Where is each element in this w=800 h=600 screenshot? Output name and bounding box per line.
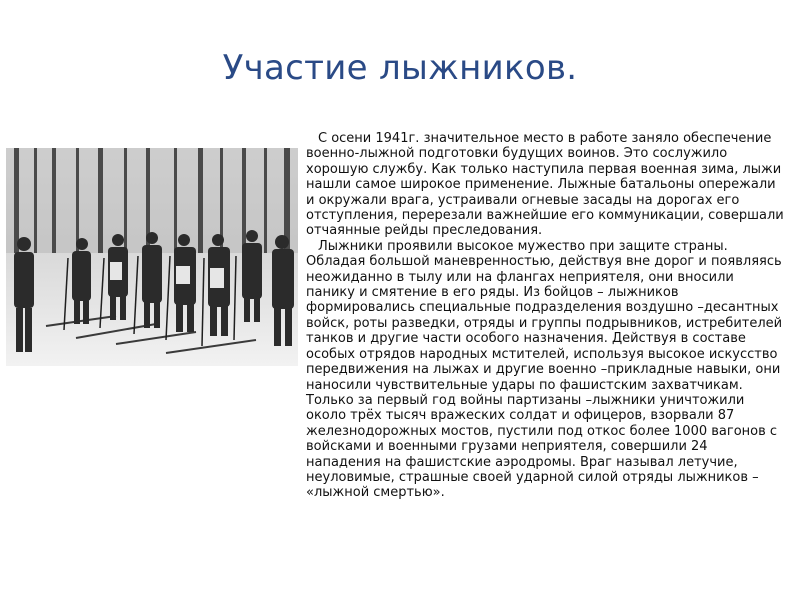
paragraph-2: Лыжники проявили высокое мужество при защите страны. Обладая большой маневренностью, действуя вне дорог и появляясь неожиданно в тылу или на флангах неприятеля, они вносили панику и смятение в его ряды. Из бойцов – лыжников формировались специальные подразделения воздушно –десантных войск, роты разведки, отряды и группы подрывников, истребителей танков и другие части особого назначения. Действуя в составе особых отрядов народных мстителей, используя высокое искусство передвижения на лыжах и другие военно –прикладные навыки, они наносили чувствительные удары по фашистским захватчикам. Только за первый год войны партизаны –лыжники уничтожили около трёх тысяч вражеских солдат и офицеров, взорвали 87 железнодорожных мостов, пустили под откос более 1000 вагонов с войсками и военными грузами неприятеля, совершили 24 нападения на фашистские аэродромы. Враг называл летучие, неуловимые, страшные своей ударной силой отряды лыжников – «лыжной смертью». [306,238,783,501]
paragraph-1: С осени 1941г. значительное место в работе заняло обеспечение военно-лыжной подготовки будущих воинов. Это сослужило хорошую службу. Как только наступила первая военная зима, лыжи нашли самое широкое применение. Лыжные батальоны опережали и окружали врага, устраивали огневые засады на дорогах его отступления, перерезали важнейшие его коммуникации, совершали отчаянные рейды преследования. [306,131,784,239]
ski-soldiers-photo [6,148,298,366]
article-text [306,131,784,501]
slide-title: Участие лыжников. [222,48,578,88]
